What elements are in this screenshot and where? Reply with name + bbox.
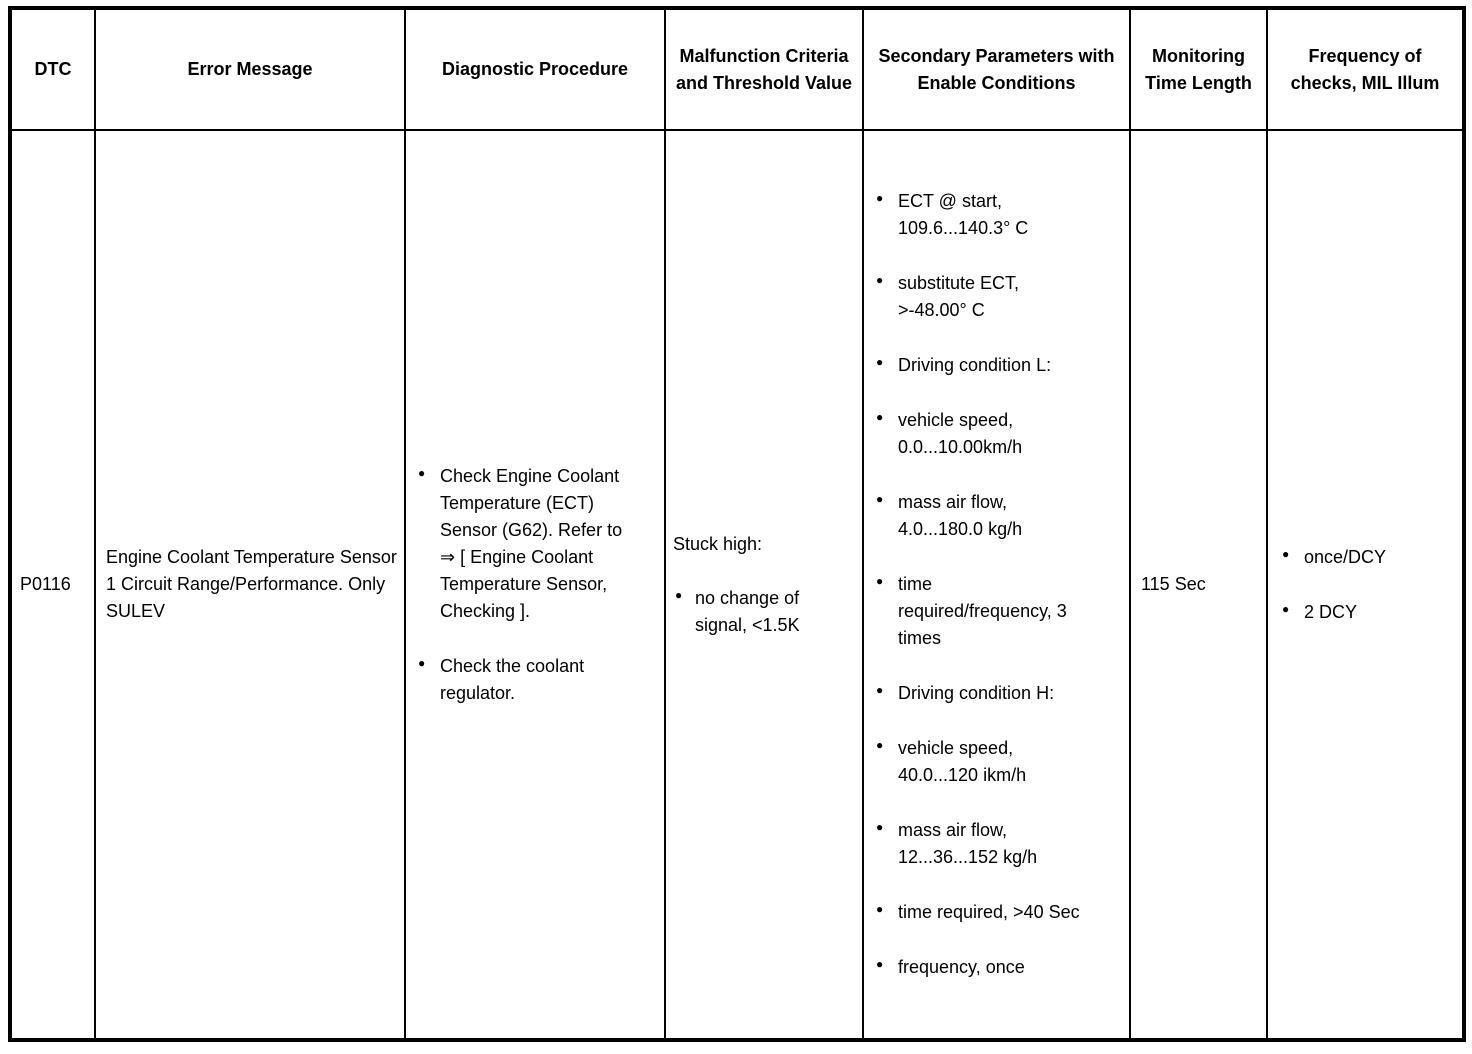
list-item: ● once/DCY (1280, 544, 1456, 571)
list-item: ● vehicle speed, 0.0...10.00km/h (874, 407, 1123, 461)
list-item: ● vehicle speed, 40.0...120 ikm/h (874, 735, 1123, 789)
list-item: ● frequency, once (874, 954, 1123, 981)
header-error-message: Error Message (95, 8, 405, 130)
list-item: ● time required, >40 Sec (874, 899, 1123, 926)
cell-dtc-code: P0116 (10, 130, 95, 1040)
cell-secondary-parameters (863, 130, 1130, 1040)
header-row (10, 8, 1464, 130)
header-frequency-of-checks: Frequency of checks, MIL Illum (1267, 8, 1464, 130)
list-item: ● Check Engine Coolant Temperature (ECT) Sensor (G62). Refer to ⇒ [ Engine Coolant Temperature Sensor, Checking ]. (416, 463, 658, 625)
header-malfunction-criteria: Malfunction Criteria and Threshold Value (665, 8, 863, 130)
header-monitoring-time: Monitoring Time Length (1130, 8, 1267, 130)
cell-diagnostic-procedure (405, 130, 665, 1040)
list-item: ● time required/frequency, 3 times (874, 571, 1123, 652)
header-diagnostic-procedure: Diagnostic Procedure (405, 8, 665, 130)
list-item: ● Driving condition H: (874, 680, 1123, 707)
cell-frequency-of-checks (1267, 130, 1464, 1040)
frequency-of-checks-list (1280, 544, 1456, 626)
diagnostic-procedure-list (416, 463, 658, 707)
table-row (10, 130, 1464, 1040)
list-item: ● Driving condition L: (874, 352, 1123, 379)
list-item: ● mass air flow, 4.0...180.0 kg/h (874, 489, 1123, 543)
header-dtc: DTC (10, 8, 95, 130)
list-item: ● ECT @ start, 109.6...140.3° C (874, 188, 1123, 242)
cell-monitoring-time: 115 Sec (1130, 130, 1267, 1040)
cell-malfunction-criteria (665, 130, 863, 1040)
list-item: ● 2 DCY (1280, 599, 1456, 626)
list-item: ● Check the coolant regulator. (416, 653, 658, 707)
secondary-parameters-list (874, 188, 1123, 981)
malfunction-criteria-list (673, 585, 856, 639)
list-item: ● no change of signal, <1.5K (673, 585, 856, 639)
list-item: ● mass air flow, 12...36...152 kg/h (874, 817, 1123, 871)
list-item: ● substitute ECT, >-48.00° C (874, 270, 1123, 324)
malfunction-criteria-intro: Stuck high: (673, 533, 763, 554)
header-secondary-parameters: Secondary Parameters with Enable Conditions (863, 8, 1130, 130)
dtc-table (8, 6, 1466, 1042)
cell-error-message: Engine Coolant Temperature Sensor 1 Circuit Range/Performance. Only SULEV (95, 130, 405, 1040)
